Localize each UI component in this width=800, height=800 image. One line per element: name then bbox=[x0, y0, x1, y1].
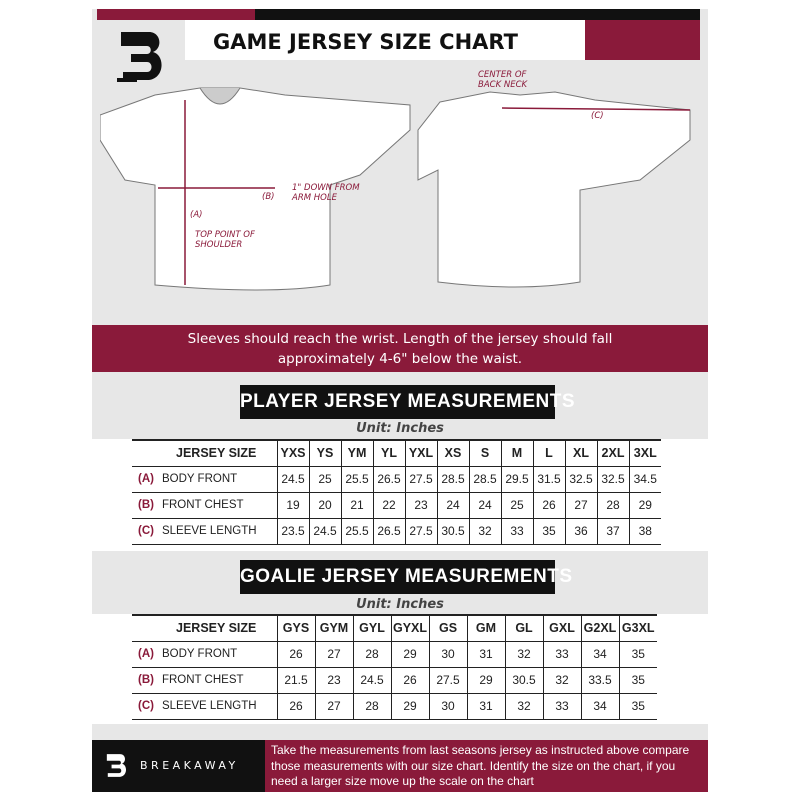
size-header: S bbox=[469, 440, 501, 466]
goalie-unit: Unit: Inches bbox=[356, 597, 444, 612]
size-header: 2XL bbox=[597, 440, 629, 466]
table-cell: 32.5 bbox=[565, 466, 597, 492]
table-cell: 23.5 bbox=[277, 518, 309, 544]
footer-brand bbox=[92, 740, 265, 792]
table-cell: 25.5 bbox=[341, 518, 373, 544]
row-label bbox=[132, 667, 277, 693]
table-cell: 31.5 bbox=[533, 466, 565, 492]
player-section-title: PLAYER JERSEY MEASUREMENTS bbox=[240, 385, 555, 419]
brand-name: BREAKAWAY bbox=[140, 759, 239, 772]
size-header: GYXL bbox=[391, 615, 429, 641]
table-cell: 26 bbox=[391, 667, 429, 693]
table-cell: 26.5 bbox=[373, 466, 405, 492]
table-cell: 24.5 bbox=[309, 518, 341, 544]
table-cell: 27.5 bbox=[405, 466, 437, 492]
size-header: GM bbox=[467, 615, 505, 641]
back-jersey bbox=[418, 92, 690, 287]
table-cell: 26 bbox=[277, 693, 315, 719]
table-cell: 34 bbox=[581, 693, 619, 719]
header-label: JERSEY SIZE bbox=[132, 615, 277, 641]
table-cell: 24.5 bbox=[277, 466, 309, 492]
one-inch-down-annotation: 1" DOWN FROM ARM HOLE bbox=[292, 183, 360, 203]
row-name: BODY FRONT bbox=[161, 648, 238, 660]
table-cell: 21 bbox=[341, 492, 373, 518]
table-cell: 28.5 bbox=[469, 466, 501, 492]
table-header-row bbox=[132, 440, 661, 466]
table-cell: 24.5 bbox=[353, 667, 391, 693]
table-header-row bbox=[132, 615, 657, 641]
size-header: GYS bbox=[277, 615, 315, 641]
table-cell: 21.5 bbox=[277, 667, 315, 693]
table-row bbox=[132, 693, 657, 719]
table-row bbox=[132, 667, 657, 693]
top-point-annotation: TOP POINT OF SHOULDER bbox=[195, 230, 255, 250]
size-header: M bbox=[501, 440, 533, 466]
row-label bbox=[132, 693, 277, 719]
center-back-neck-annotation: CENTER OF BACK NECK bbox=[478, 70, 528, 90]
row-name: SLEEVE LENGTH bbox=[161, 700, 257, 712]
table-cell: 29 bbox=[391, 693, 429, 719]
table-cell: 36 bbox=[565, 518, 597, 544]
table-cell: 35 bbox=[533, 518, 565, 544]
size-header: GYL bbox=[353, 615, 391, 641]
row-letter: (A) bbox=[138, 473, 154, 485]
player-unit: Unit: Inches bbox=[356, 421, 444, 436]
label-b: (B) bbox=[262, 192, 275, 202]
table-cell: 32 bbox=[505, 641, 543, 667]
size-header: YM bbox=[341, 440, 373, 466]
table-cell: 32.5 bbox=[597, 466, 629, 492]
goalie-section-title: GOALIE JERSEY MEASUREMENTS bbox=[240, 560, 555, 594]
table-cell: 29 bbox=[391, 641, 429, 667]
size-header: GL bbox=[505, 615, 543, 641]
size-header: GS bbox=[429, 615, 467, 641]
table-cell: 30 bbox=[429, 693, 467, 719]
table-cell: 33.5 bbox=[581, 667, 619, 693]
table-cell: 34.5 bbox=[629, 466, 661, 492]
table-cell: 25 bbox=[501, 492, 533, 518]
table-cell: 28 bbox=[353, 641, 391, 667]
top-bar-dark bbox=[255, 9, 700, 20]
row-letter: (A) bbox=[138, 648, 154, 660]
size-header: XL bbox=[565, 440, 597, 466]
size-header: G2XL bbox=[581, 615, 619, 641]
size-header: GYM bbox=[315, 615, 353, 641]
row-letter: (B) bbox=[138, 674, 154, 686]
table-cell: 26 bbox=[277, 641, 315, 667]
fit-note: Sleeves should reach the wrist. Length of the jersey should fall approximately 4-6" below the waist. bbox=[92, 325, 708, 372]
table-cell: 30.5 bbox=[437, 518, 469, 544]
jersey-diagram bbox=[100, 70, 700, 320]
table-cell: 31 bbox=[467, 693, 505, 719]
table-row bbox=[132, 641, 657, 667]
row-label bbox=[132, 641, 277, 667]
row-letter: (B) bbox=[138, 499, 154, 511]
table-cell: 19 bbox=[277, 492, 309, 518]
table-cell: 38 bbox=[629, 518, 661, 544]
row-name: BODY FRONT bbox=[161, 473, 238, 485]
table-cell: 29 bbox=[467, 667, 505, 693]
table-cell: 24 bbox=[437, 492, 469, 518]
row-letter: (C) bbox=[138, 700, 154, 712]
table-cell: 32 bbox=[543, 667, 581, 693]
row-label bbox=[132, 492, 277, 518]
label-c: (C) bbox=[591, 111, 604, 121]
page-title: GAME JERSEY SIZE CHART bbox=[185, 20, 585, 60]
row-label bbox=[132, 518, 277, 544]
table-cell: 32 bbox=[469, 518, 501, 544]
table-row bbox=[132, 466, 661, 492]
row-letter: (C) bbox=[138, 525, 154, 537]
table-cell: 27 bbox=[565, 492, 597, 518]
size-header: YS bbox=[309, 440, 341, 466]
top-bar-accent bbox=[97, 9, 255, 20]
size-header: YL bbox=[373, 440, 405, 466]
player-table-panel bbox=[92, 439, 708, 551]
goalie-table-panel bbox=[92, 614, 708, 724]
table-cell: 23 bbox=[315, 667, 353, 693]
row-name: SLEEVE LENGTH bbox=[161, 525, 257, 537]
table-cell: 26.5 bbox=[373, 518, 405, 544]
table-cell: 35 bbox=[619, 641, 657, 667]
size-header: 3XL bbox=[629, 440, 661, 466]
size-header: XS bbox=[437, 440, 469, 466]
table-cell: 24 bbox=[469, 492, 501, 518]
table-cell: 22 bbox=[373, 492, 405, 518]
table-cell: 27.5 bbox=[405, 518, 437, 544]
table-row bbox=[132, 492, 661, 518]
label-a: (A) bbox=[190, 210, 203, 220]
table-cell: 35 bbox=[619, 667, 657, 693]
footer-instructions: Take the measurements from last seasons jersey as instructed above compare those measurements with our size chart. Identify the size on the chart, if you need a larger size move up the scale on the chart bbox=[265, 740, 708, 792]
table-cell: 25 bbox=[309, 466, 341, 492]
table-cell: 29.5 bbox=[501, 466, 533, 492]
table-cell: 23 bbox=[405, 492, 437, 518]
table-cell: 28 bbox=[597, 492, 629, 518]
table-cell: 33 bbox=[543, 641, 581, 667]
table-cell: 32 bbox=[505, 693, 543, 719]
table-cell: 33 bbox=[501, 518, 533, 544]
table-cell: 26 bbox=[533, 492, 565, 518]
table-cell: 34 bbox=[581, 641, 619, 667]
table-cell: 20 bbox=[309, 492, 341, 518]
player-size-table bbox=[132, 439, 661, 545]
table-cell: 30 bbox=[429, 641, 467, 667]
size-header: G3XL bbox=[619, 615, 657, 641]
table-cell: 27 bbox=[315, 693, 353, 719]
table-cell: 27 bbox=[315, 641, 353, 667]
table-cell: 29 bbox=[629, 492, 661, 518]
table-cell: 27.5 bbox=[429, 667, 467, 693]
row-label bbox=[132, 466, 277, 492]
table-cell: 28.5 bbox=[437, 466, 469, 492]
size-header: YXL bbox=[405, 440, 437, 466]
table-cell: 37 bbox=[597, 518, 629, 544]
table-cell: 33 bbox=[543, 693, 581, 719]
goalie-size-table bbox=[132, 614, 657, 720]
title-accent-block bbox=[585, 20, 700, 60]
size-header: L bbox=[533, 440, 565, 466]
size-header: YXS bbox=[277, 440, 309, 466]
table-cell: 35 bbox=[619, 693, 657, 719]
footer-logo bbox=[104, 750, 130, 782]
header-label: JERSEY SIZE bbox=[132, 440, 277, 466]
row-name: FRONT CHEST bbox=[161, 674, 244, 686]
row-name: FRONT CHEST bbox=[161, 499, 244, 511]
size-header: GXL bbox=[543, 615, 581, 641]
table-cell: 30.5 bbox=[505, 667, 543, 693]
table-cell: 31 bbox=[467, 641, 505, 667]
table-cell: 25.5 bbox=[341, 466, 373, 492]
table-cell: 28 bbox=[353, 693, 391, 719]
table-row bbox=[132, 518, 661, 544]
